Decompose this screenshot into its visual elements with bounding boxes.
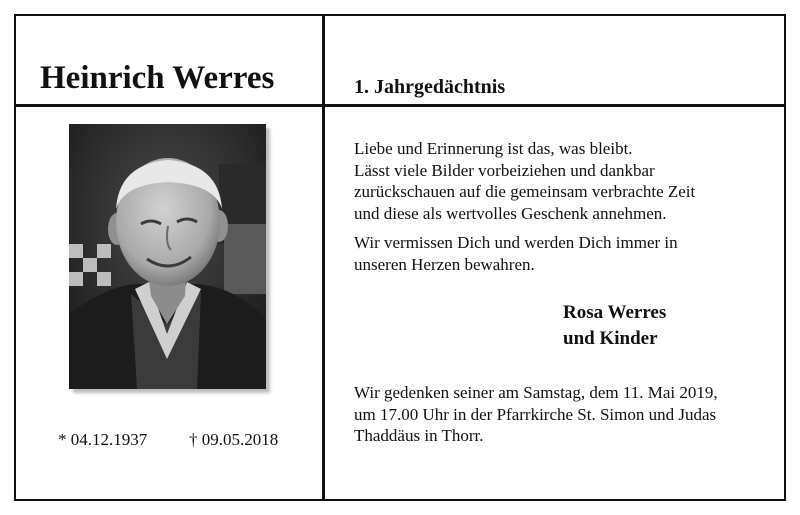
poem-line: zurückschauen auf die gemeinsam verbrachte Zeit <box>354 182 696 201</box>
memorial-service-info <box>354 382 718 447</box>
death-date: † 09.05.2018 <box>189 430 279 449</box>
portrait-photo <box>69 124 266 389</box>
service-line: Thaddäus in Thorr. <box>354 426 484 445</box>
remembrance-message <box>354 232 678 275</box>
notice-heading: 1. Jahrgedächtnis <box>354 76 506 98</box>
birth-date: * 04.12.1937 <box>58 430 148 449</box>
poem-line: Lässt viele Bilder vorbeiziehen und dankbar <box>354 160 655 180</box>
signature-line: Rosa Werres <box>563 302 667 323</box>
service-line: um 17.00 Uhr in der Pfarrkirche St. Simon und Judas <box>354 404 717 424</box>
service-line: Wir gedenken seiner am Samstag, dem 11. Mai 2019, <box>354 383 718 402</box>
signature <box>563 300 666 352</box>
vertical-divider <box>322 14 325 501</box>
poem-line: und diese als wertvolles Geschenk annehmen. <box>354 203 667 223</box>
poem-line: Liebe und Erinnerung ist das, was bleibt. <box>354 139 633 158</box>
horizontal-divider <box>14 104 786 107</box>
message-line: unseren Herzen bewahren. <box>354 254 535 274</box>
poem-text <box>354 138 695 224</box>
signature-line: und Kinder <box>563 328 658 349</box>
deceased-name: Heinrich Werres <box>40 60 275 96</box>
message-line: Wir vermissen Dich und werden Dich immer in <box>354 233 678 252</box>
